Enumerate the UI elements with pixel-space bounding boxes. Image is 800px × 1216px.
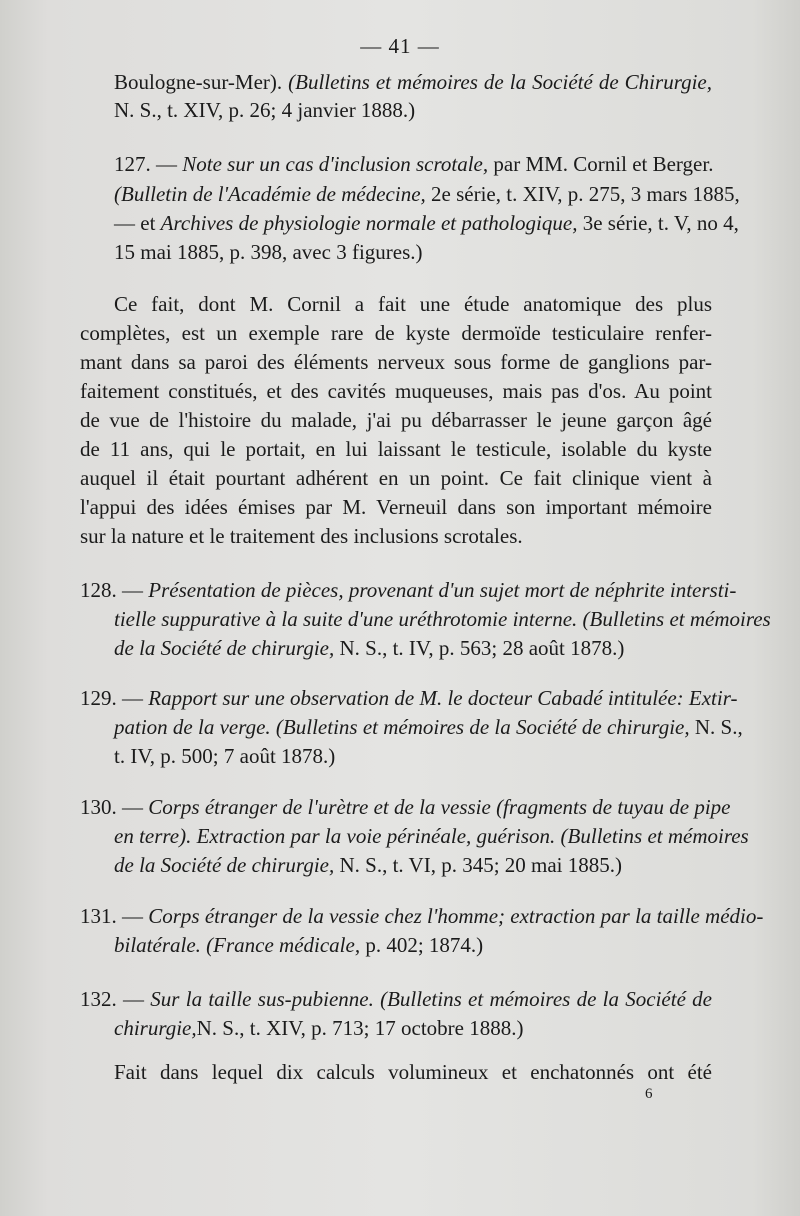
text-run: N. S., t. XIV, p. 713; 17 octobre 1888.) — [196, 1016, 524, 1040]
italic-run: pation de la verge. (Bulletins et mémoires de la Société de chirurgie, — [114, 715, 690, 739]
italic-run: Note sur un cas d'inclusion scrotale, — [182, 152, 489, 176]
italic-run: bilatérale. (France médicale, — [114, 933, 361, 957]
entry-132-line-2 — [114, 1018, 523, 1039]
paragraph-line-8 — [80, 497, 712, 518]
text-run: 131. — — [80, 904, 149, 928]
entry-127-line-4 — [114, 242, 423, 263]
text-run: N. S., t. XIV, p. 26; 4 janvier 1888.) — [114, 98, 416, 122]
text-run: 2e série, t. XIV, p. 275, 3 mars 1885, — [425, 182, 740, 206]
entry-130-line-2 — [114, 824, 749, 848]
paragraph-line-3 — [80, 352, 712, 373]
text-run: 132. — — [80, 987, 151, 1011]
paragraph-line-2 — [80, 323, 712, 344]
text-run: faitement constitués, et des cavités muqueuses, mais pas d'os. Au point — [80, 379, 712, 403]
entry-continuation-line-2 — [114, 100, 415, 121]
entry-128-line-2 — [114, 607, 771, 631]
entry-128-line-1 — [80, 578, 737, 602]
entry-129-line-2 — [114, 715, 743, 739]
text-run: 130. — — [80, 795, 149, 819]
text-run: complètes, est un exemple rare de kyste dermoïde testiculaire renfer- — [80, 321, 712, 345]
paragraph-line-9 — [80, 526, 523, 547]
entry-131-line-2 — [114, 935, 483, 956]
text-run: Fait dans lequel dix calculs volumineux et enchatonnés ont été — [114, 1060, 712, 1084]
text-run: 127. — — [114, 152, 183, 176]
italic-run: Présentation de pièces, provenant d'un sujet mort de néphrite intersti- — [148, 578, 737, 602]
entry-131-line-1 — [80, 904, 764, 928]
italic-run: tielle suppurative à la suite d'une uréthrotomie interne. (Bulletins et mémoires — [114, 607, 771, 631]
text-run: par MM. Cornil et Berger. — [488, 152, 714, 176]
paragraph-line-1 — [114, 294, 712, 315]
paragraph-line-5 — [80, 410, 712, 431]
italic-run: chirurgie, — [114, 1016, 197, 1040]
signature-mark: 6 — [645, 1086, 653, 1102]
text-run: 129. — — [80, 686, 149, 710]
paragraph-line-7 — [80, 468, 712, 489]
text-run: Boulogne-sur-Mer). — [114, 70, 289, 94]
text-run: N. S., t. VI, p. 345; 20 mai 1885.) — [334, 853, 623, 877]
paragraph-line-6 — [80, 439, 712, 460]
italic-run: en terre). Extraction par la voie périnéale, guérison. (Bulletins et mémoires — [114, 824, 749, 848]
text-run: l'appui des idées émises par M. Verneuil dans son important mémoire — [80, 495, 712, 519]
text-run: N. S., — [689, 715, 743, 739]
entry-132-line-1 — [80, 989, 712, 1010]
italic-run: (Bulletins et mémoires de la Société de Chirurgie, — [288, 70, 712, 94]
text-run: 15 mai 1885, p. 398, avec 3 figures.) — [114, 240, 423, 264]
text-run: p. 402; 1874.) — [360, 933, 484, 957]
italic-run: Corps étranger de la vessie chez l'homme; extraction par la taille médio- — [148, 904, 764, 928]
entry-127-line-1 — [114, 154, 712, 175]
italic-run: Sur la taille sus-pubienne. (Bulletins et mémoires de la Société de — [150, 987, 712, 1011]
italic-run: de la Société de chirurgie, — [114, 636, 335, 660]
entry-129-line-1 — [80, 686, 738, 710]
italic-run: Archives de physiologie normale et pathologique, — [160, 211, 578, 235]
text-run: Ce fait, dont M. Cornil a fait une étude anatomique des plus — [114, 292, 712, 316]
entry-130-line-1 — [80, 795, 731, 819]
text-run: de vue de l'histoire du malade, j'ai pu débarrasser le jeune garçon âgé — [80, 408, 712, 432]
text-run: auquel il était pourtant adhérent en un point. Ce fait clinique vient à — [80, 466, 712, 490]
text-run: N. S., t. IV, p. 563; 28 août 1878.) — [334, 636, 625, 660]
entry-127-line-2 — [114, 182, 740, 206]
text-run: — et — [114, 211, 161, 235]
italic-run: Rapport sur une observation de M. le docteur Cabadé intitulée: Extir- — [148, 686, 738, 710]
text-run: t. IV, p. 500; 7 août 1878.) — [114, 744, 336, 768]
page-number: — 41 — — [360, 34, 440, 58]
entry-130-line-3 — [114, 855, 622, 876]
entry-129-line-3 — [114, 746, 335, 767]
italic-run: de la Société de chirurgie, — [114, 853, 335, 877]
text-run: 128. — — [80, 578, 149, 602]
text-run: 3e série, t. V, no 4, — [577, 211, 739, 235]
text-run: mant dans sa paroi des éléments nerveux sous forme de ganglions par- — [80, 350, 712, 374]
entry-continuation-line-1 — [114, 72, 712, 93]
final-paragraph-line-1 — [114, 1062, 712, 1083]
italic-run: Corps étranger de l'urètre et de la vessie (fragments de tuyau de pipe — [148, 795, 731, 819]
text-run: de 11 ans, qui le portait, en lui laissant le testicule, isolable du kyste — [80, 437, 712, 461]
text-run: sur la nature et le traitement des inclusions scrotales. — [80, 524, 523, 548]
entry-127-line-3 — [114, 211, 739, 235]
entry-128-line-3 — [114, 638, 624, 659]
paragraph-line-4 — [80, 381, 712, 402]
italic-run: (Bulletin de l'Académie de médecine, — [114, 182, 426, 206]
